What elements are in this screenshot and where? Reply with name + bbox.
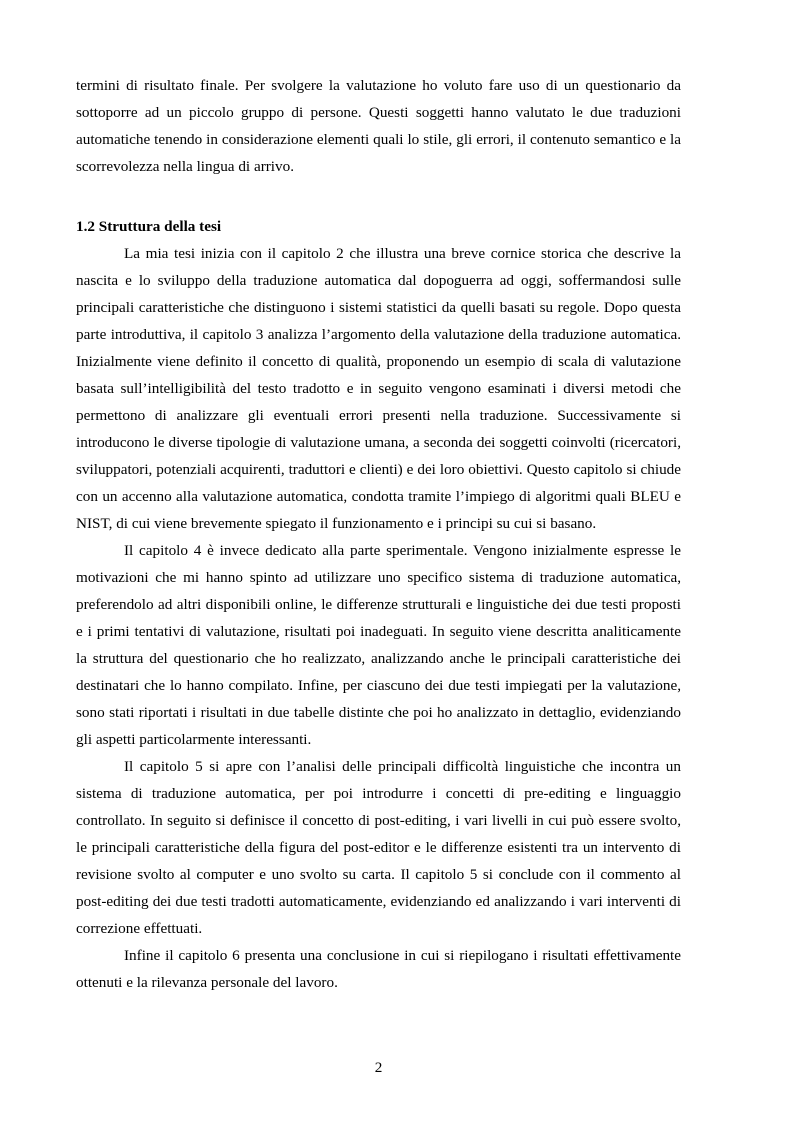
paragraph-chapter-5: Il capitolo 5 si apre con l’analisi delle principali difficoltà linguistiche che incontra un sistema di traduzione automatica, per poi introdurre i concetti di pre-editing e linguaggio controllato. In seguito si definisce il concetto di post-editing, i vari livelli in cui può essere svolto, le principali caratteristiche della figura del post-editor e le differenze esistenti tra un intervento di revisione svolto al computer e uno svolto su carta. Il capitolo 5 si conclude con il commento al post-editing dei due testi tradotti automaticamente, evidenziando ed analizzando i vari interventi di correzione effettuati. bbox=[76, 758, 681, 937]
section-heading: 1.2 Struttura della tesi bbox=[76, 218, 222, 235]
page-content bbox=[76, 72, 681, 996]
intro-paragraph: termini di risultato finale. Per svolgere la valutazione ho voluto fare uso di un questionario da sottoporre ad un piccolo gruppo di persone. Questi soggetti hanno valutato le due traduzioni automatiche tenendo in considerazione elementi quali lo stile, gli errori, il contenuto semantico e la scorrevolezza nella lingua di arrivo. bbox=[76, 77, 681, 175]
paragraph-chapter-2-3: La mia tesi inizia con il capitolo 2 che illustra una breve cornice storica che descrive la nascita e lo sviluppo della traduzione automatica dal dopoguerra ad oggi, soffermandosi sulle principali caratteristiche che distinguono i sistemi statistici da quelli basati su regole. Dopo questa parte introduttiva, il capitolo 3 analizza l’argomento della valutazione della traduzione automatica. Inizialmente viene definito il concetto di qualità, proponendo un esempio di scala di valutazione basata sull’intelligibilità del testo tradotto e in seguito vengono esaminati i diversi metodi che permettono di analizzare gli eventuali errori presenti nella traduzione. Successivamente si introducono le diverse tipologie di valutazione umana, a seconda dei soggetti coinvolti (ricercatori, sviluppatori, potenziali acquirenti, traduttori e clienti) e dei loro obiettivi. Questo capitolo si chiude con un accenno alla valutazione automatica, condotta tramite l’impiego di algoritmi quali BLEU e NIST, di cui viene brevemente spiegato il funzionamento e i principi su cui si basano. bbox=[76, 245, 681, 532]
page-number: 2 bbox=[374, 1059, 383, 1076]
section-gap bbox=[76, 180, 681, 213]
paragraph-chapter-6: Infine il capitolo 6 presenta una conclusione in cui si riepilogano i risultati effettivamente ottenuti e la rilevanza personale del lavoro. bbox=[76, 947, 681, 991]
paragraph-chapter-4: Il capitolo 4 è invece dedicato alla parte sperimentale. Vengono inizialmente espresse le motivazioni che mi hanno spinto ad utilizzare uno specifico sistema di traduzione automatica, preferendolo ad altri disponibili online, le differenze strutturali e linguistiche dei due testi proposti e i primi tentativi di valutazione, risultati poi inadeguati. In seguito viene descritta analiticamente la struttura del questionario che ho realizzato, analizzando anche le principali caratteristiche dei destinatari che lo hanno compilato. Infine, per ciascuno dei due testi impiegati per la valutazione, sono stati riportati i risultati in due tabelle distinte che poi ho analizzato in dettaglio, evidenziando gli aspetti particolarmente interessanti. bbox=[76, 542, 681, 748]
